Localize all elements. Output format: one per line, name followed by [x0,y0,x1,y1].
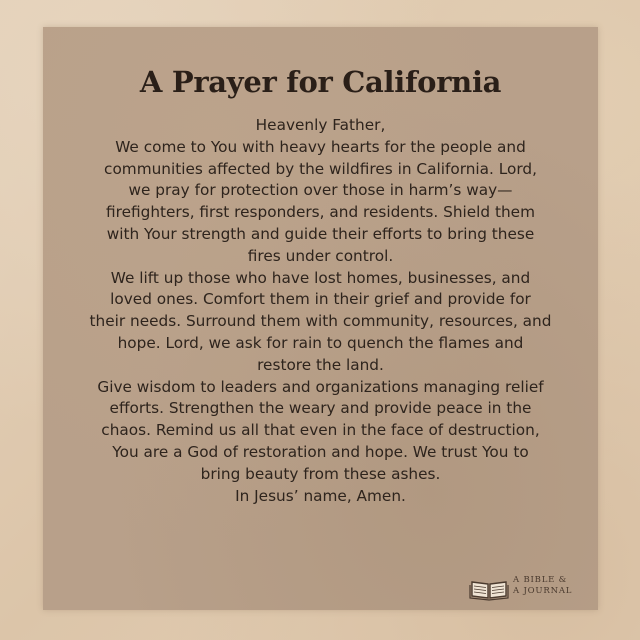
prayer-card [43,27,598,610]
prayer-line: efforts. Strengthen the weary and provide peace in the [109,399,532,418]
prayer-line: fires under control. [247,246,394,265]
logo-line-1: A BIBLE & [513,575,568,585]
prayer-line: with Your strength and guide their efforts to bring these [106,224,535,243]
prayer-line: loved ones. Comfort them in their grief and provide for [110,290,531,309]
open-book-icon [469,577,509,601]
prayer-line: hope. Lord, we ask for rain to quench the flames and [117,333,524,352]
logo-text [513,575,572,597]
prayer-line: We lift up those who have lost homes, businesses, and [110,268,531,287]
prayer-body [53,115,588,507]
prayer-line: You are a God of restoration and hope. We trust You to [112,442,529,461]
prayer-line: restore the land. [257,355,384,374]
prayer-title: A Prayer for California [139,65,502,99]
prayer-line: chaos. Remind us all that even in the face of destruction, [101,421,540,440]
logo-line-2: A JOURNAL [513,586,573,596]
prayer-line: We come to You with heavy hearts for the people and [115,137,526,156]
prayer-line: bring beauty from these ashes. [200,464,441,483]
brand-logo [469,575,589,603]
prayer-line: firefighters, first responders, and residents. Shield them [105,203,535,222]
prayer-line: Give wisdom to leaders and organizations managing relief [97,377,544,396]
prayer-line: Heavenly Father, [255,116,386,134]
prayer-line: communities affected by the wildfires in California. Lord, [104,159,537,178]
prayer-line: we pray for protection over those in harm’s way— [128,181,513,200]
prayer-line: In Jesus’ name, Amen. [235,486,406,505]
prayer-line: their needs. Surround them with community, resources, and [89,312,552,331]
